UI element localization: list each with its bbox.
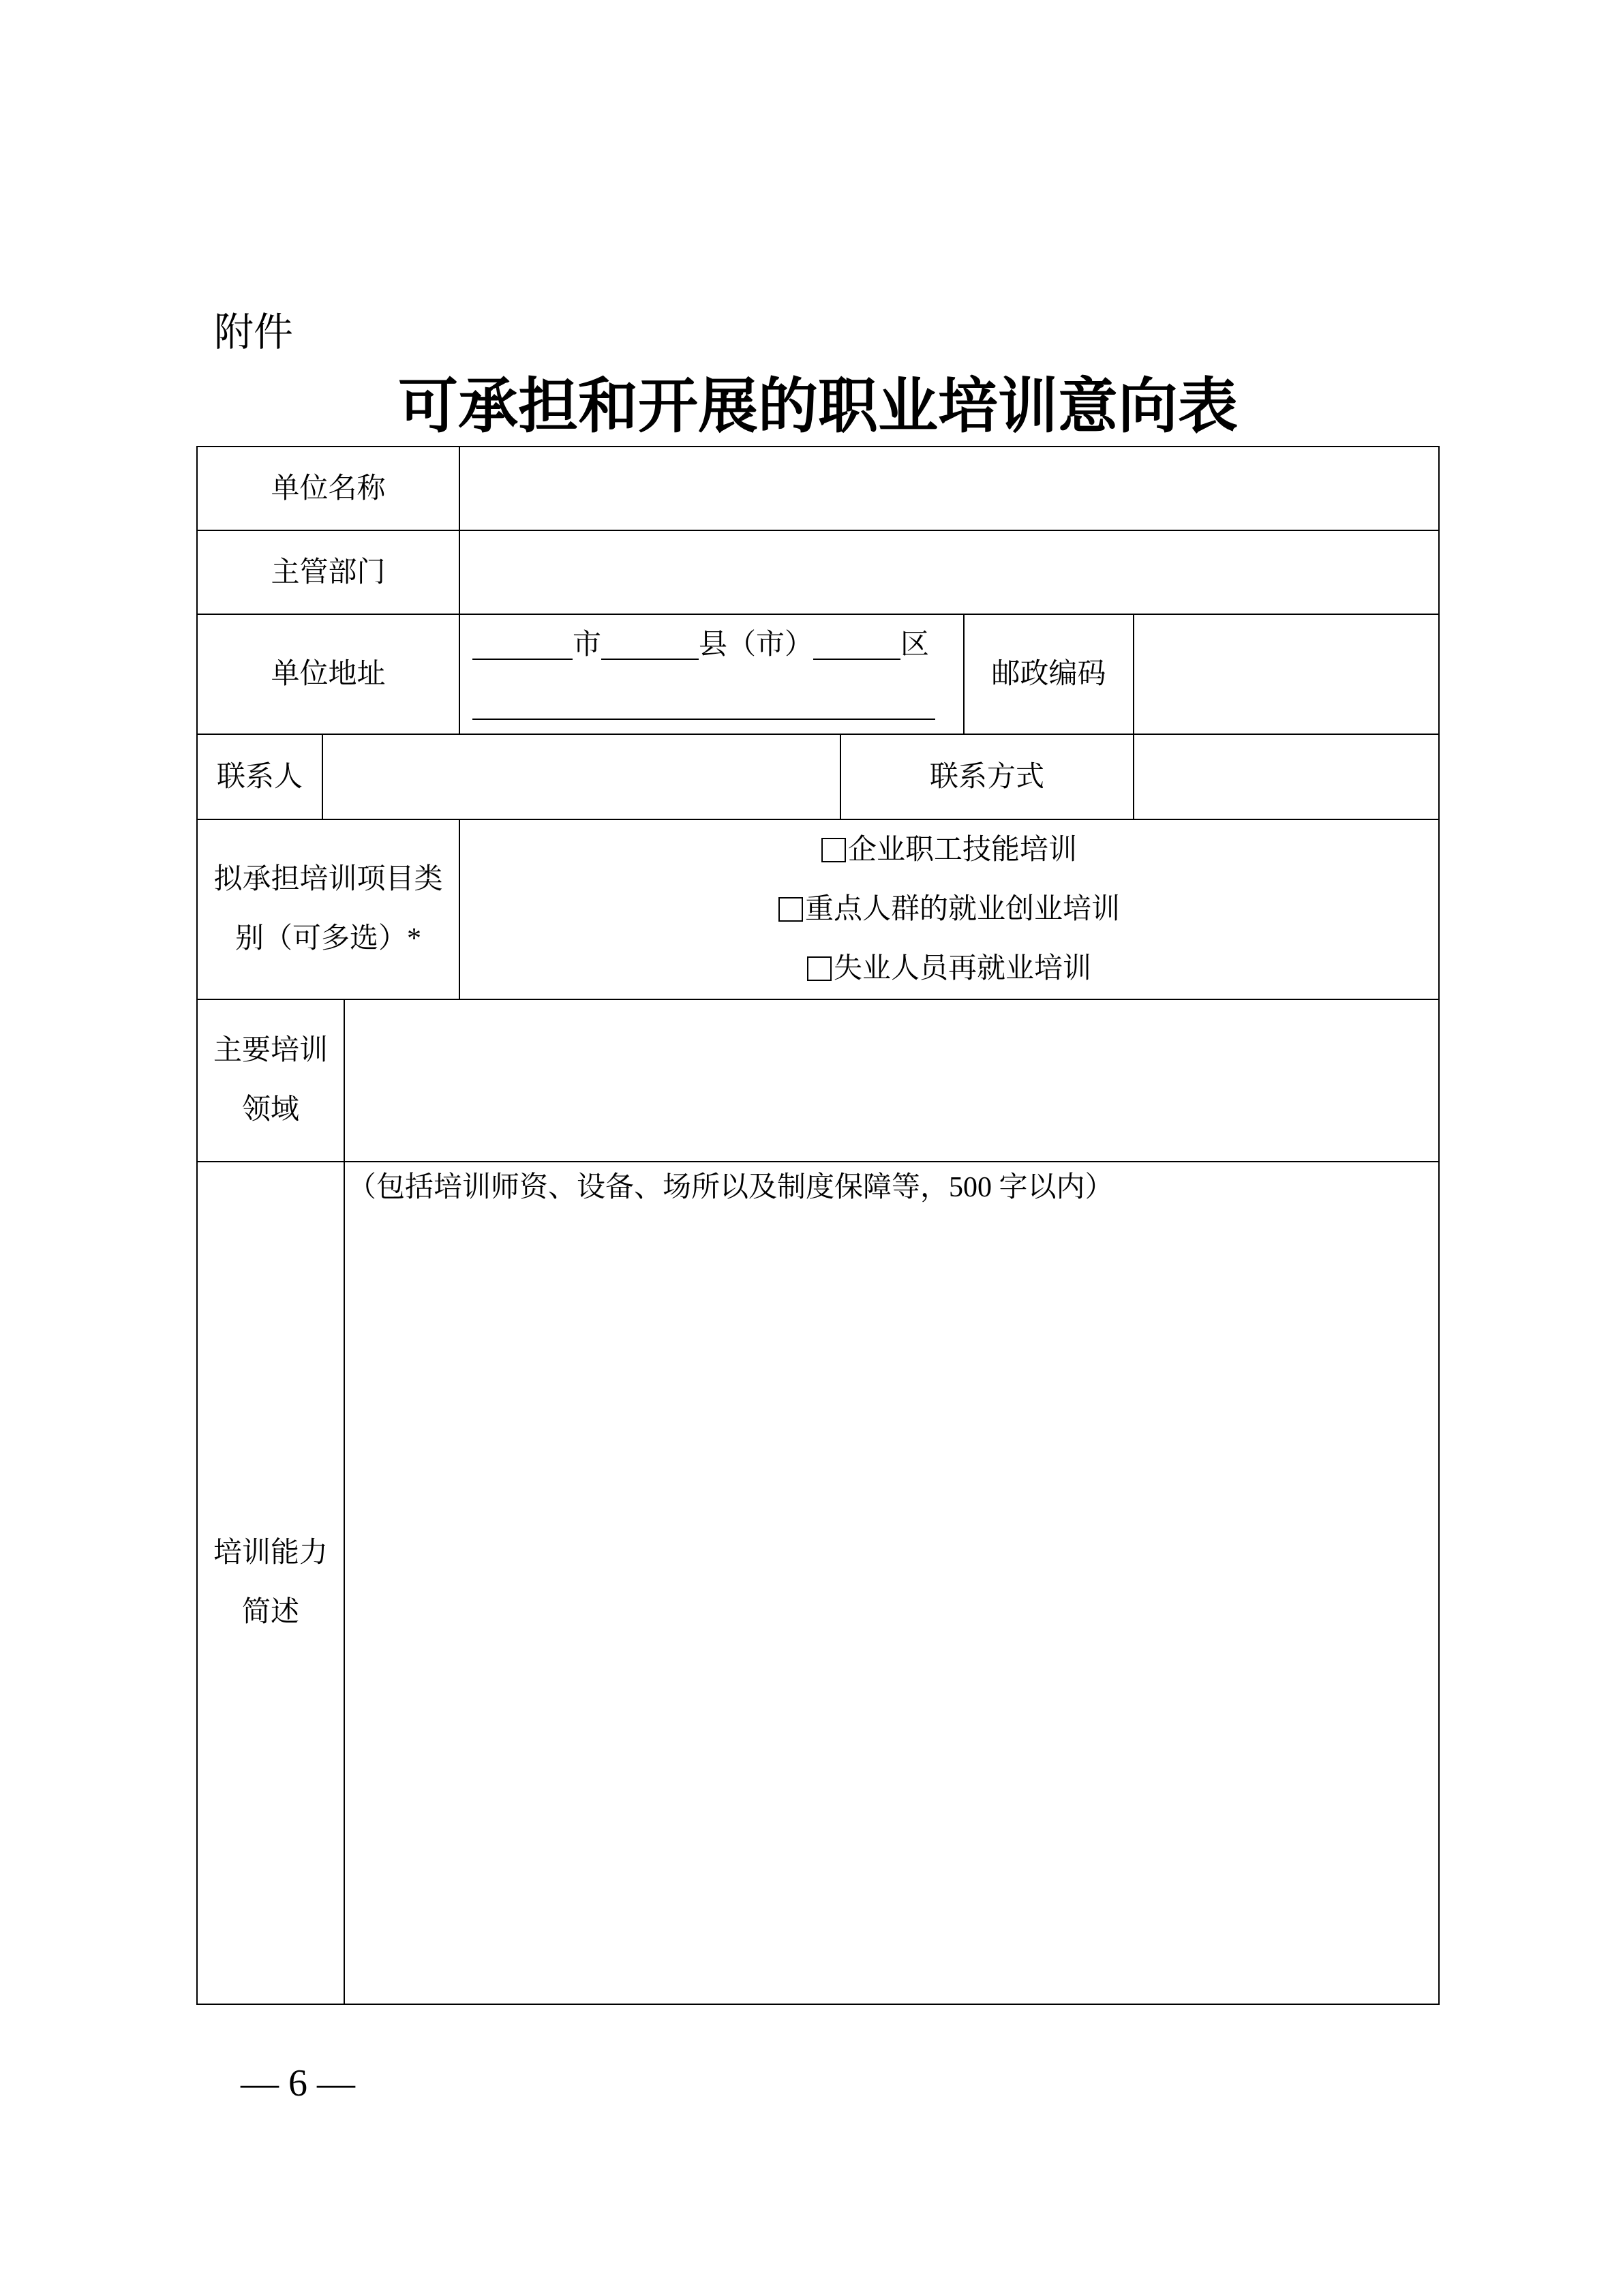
postal-code-label: 邮政编码: [991, 659, 1106, 690]
training-capability-label-line: 培训能力: [213, 1537, 328, 1569]
street-address-blank: [472, 719, 935, 720]
contact-person-label-cell: [196, 734, 323, 820]
training-option: [778, 880, 1120, 939]
training-categories-label-line: 拟承担培训项目类: [213, 864, 443, 895]
page-number: — 6 —: [241, 2062, 355, 2104]
main-training-fields-label-cell: [196, 999, 345, 1162]
city-suffix: 市: [573, 629, 602, 661]
training-option-label: 重点人群的就业创业培训: [804, 894, 1120, 925]
contact-method-label: 联系方式: [929, 761, 1044, 793]
county-suffix: 县（市）: [699, 629, 814, 661]
main-training-fields-label-line: 主要培训: [213, 1035, 328, 1066]
training-option: [807, 939, 1091, 999]
contact-person-label: 联系人: [216, 761, 303, 793]
district-suffix: 区: [900, 629, 930, 661]
unit-address-label-cell: [196, 614, 460, 735]
contact-person-value-cell: [322, 734, 841, 820]
checkbox-icon: [807, 956, 832, 981]
postal-code-value-cell: [1133, 614, 1440, 735]
training-option-label: 失业人员再就业培训: [833, 953, 1091, 984]
training-capability-label-line: 简述: [241, 1597, 299, 1628]
contact-method-value-cell: [1133, 734, 1440, 820]
postal-code-label-cell: [963, 614, 1134, 735]
training-categories-label-line: 别（可多选）*: [234, 923, 421, 954]
training-capability-value-cell: [344, 1161, 1440, 2005]
checkbox-icon: [778, 897, 803, 922]
training-capability-label-cell: [196, 1161, 345, 2005]
unit-name-label-cell: [196, 446, 460, 531]
main-training-fields-value-cell: [344, 999, 1440, 1162]
supervising-department-value-cell: [459, 530, 1440, 615]
supervising-department-label: 主管部门: [271, 556, 386, 588]
main-training-fields-label-line: 领域: [241, 1094, 299, 1126]
attachment-label: 附件: [214, 309, 294, 355]
training-categories-options-cell: [459, 819, 1440, 1000]
training-option-label: 企业职工技能培训: [847, 834, 1077, 866]
checkbox-icon: [821, 838, 846, 862]
address-line-city-county-district: [472, 624, 929, 665]
unit-address-value-cell: [459, 614, 965, 735]
training-categories-label-cell: [196, 819, 460, 1000]
city-blank: [472, 624, 573, 660]
unit-name-label: 单位名称: [271, 472, 386, 504]
training-option: [821, 821, 1077, 880]
page-title: 可承担和开展的职业培训意向表: [397, 370, 1238, 441]
unit-name-value-cell: [459, 446, 1440, 531]
training-capability-note: （包括培训师资、设备、场所以及制度保障等，500 字以内）: [348, 1172, 1114, 1203]
county-blank: [601, 624, 699, 660]
supervising-department-label-cell: [196, 530, 460, 615]
district-blank: [813, 624, 900, 660]
contact-method-label-cell: [840, 734, 1134, 820]
unit-address-label: 单位地址: [271, 659, 386, 690]
